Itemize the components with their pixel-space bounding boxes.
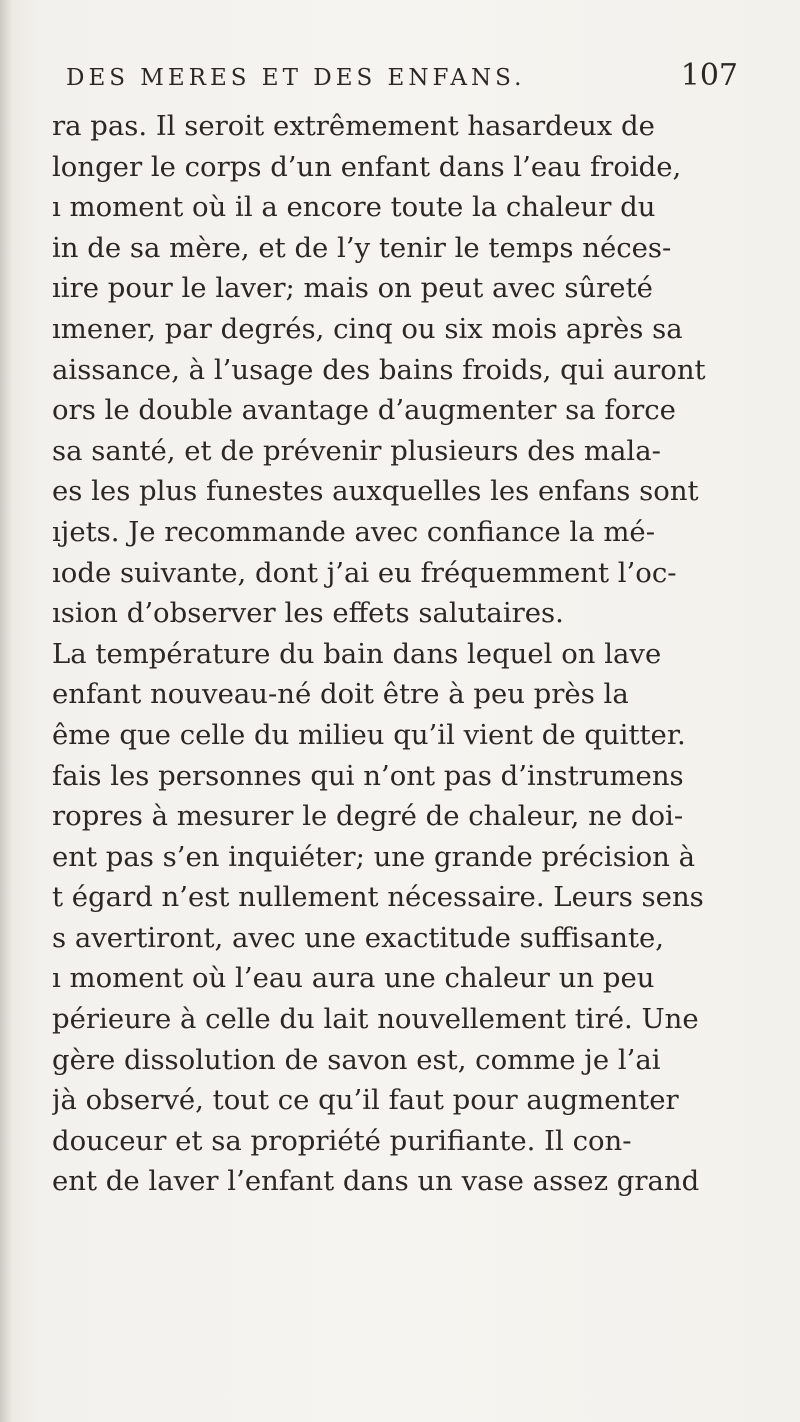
text-line: ıire pour le laver; mais on peut avec sûreté: [52, 272, 653, 305]
text-line: ropres à mesurer le degré de chaleur, ne doi-: [52, 800, 684, 833]
text-line: ı moment où il a encore toute la chaleur du: [52, 191, 656, 224]
text-line: fais les personnes qui n’ont pas d’instrumens: [52, 759, 684, 792]
text-line: jà observé, tout ce qu’il faut pour augmenter: [52, 1084, 679, 1117]
text-line: ême que celle du milieu qu’il vient de quitter.: [52, 718, 686, 751]
text-line: longer le corps d’un enfant dans l’eau froide,: [52, 150, 682, 183]
text-line: ors le double avantage d’augmenter sa force: [52, 394, 676, 427]
text-line: ent de laver l’enfant dans un vase assez grand: [52, 1165, 700, 1198]
text-line: périeure à celle du lait nouvellement tiré. Une: [52, 1003, 699, 1036]
text-line: ent pas s’en inquiéter; une grande précision à: [52, 840, 696, 873]
text-line: t égard n’est nullement nécessaire. Leurs sens: [52, 881, 704, 914]
body-text: [52, 106, 752, 1202]
text-line: es les plus funestes auxquelles les enfans sont: [52, 475, 699, 508]
text-line: gère dissolution de savon est, comme je l’ai: [52, 1043, 661, 1076]
text-line: ı moment où l’eau aura une chaleur un peu: [52, 962, 655, 995]
gutter-shadow: [0, 0, 12, 1422]
text-line: ra pas. Il seroit extrêmement hasardeux de: [52, 110, 655, 142]
text-line: in de sa mère, et de l’y tenir le temps néces-: [52, 231, 672, 264]
text-line: La température du bain dans lequel on lave: [52, 637, 662, 670]
text-line: ısion d’observer les effets salutaires.: [52, 597, 564, 630]
text-line: s avertiront, avec une exactitude suffisante,: [52, 921, 665, 954]
text-line: enfant nouveau-né doit être à peu près la: [52, 678, 629, 711]
text-line: sa santé, et de prévenir plusieurs des mala-: [52, 434, 661, 467]
text-line: ıjets. Je recommande avec confiance la mé-: [52, 515, 655, 548]
page-number: 107: [680, 58, 738, 93]
running-head: [66, 58, 738, 98]
text-line: ıode suivante, dont j’ai eu fréquemment l’oc-: [52, 556, 677, 589]
text-line: ımener, par degrés, cinq ou six mois après sa: [52, 312, 683, 345]
text-line: douceur et sa propriété purifiante. Il con-: [52, 1124, 632, 1157]
running-title: DES MERES ET DES ENFANS.: [66, 65, 526, 91]
text-line: aissance, à l’usage des bains froids, qui auront: [52, 353, 706, 386]
